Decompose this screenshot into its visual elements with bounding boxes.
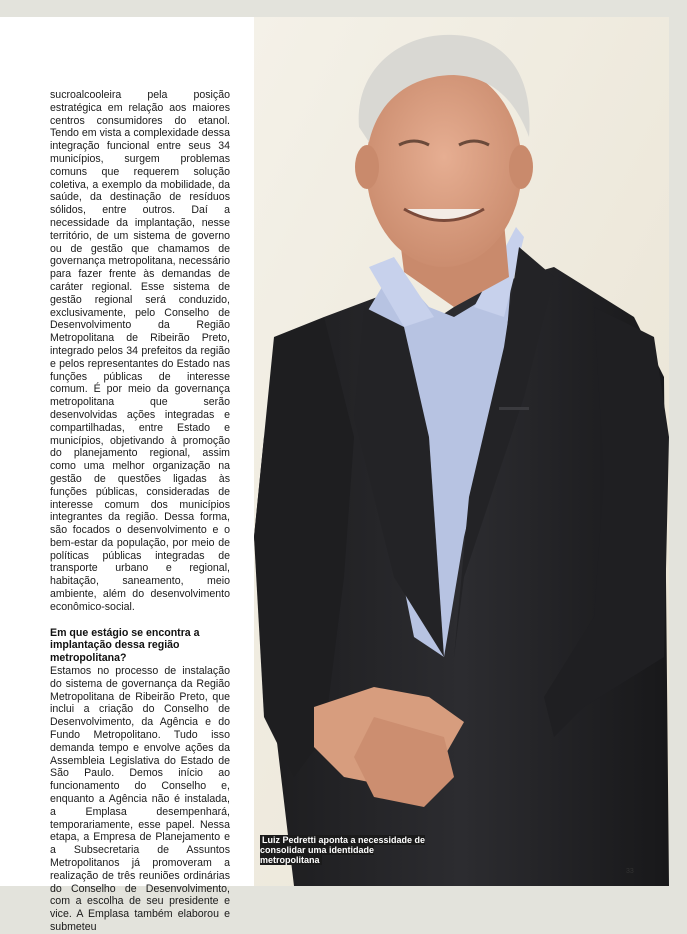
page-number: 33 (626, 868, 634, 875)
article-text-column (50, 89, 230, 934)
photo-caption (260, 835, 430, 865)
photo-caption-text: Luiz Pedretti aponta a necessidade de consolidar uma identidade metropolitana (260, 835, 426, 865)
interview-question: Em que estágio se encontra a implantação dessa região metropolitana? (50, 626, 200, 665)
article-body-paragraph: sucroalcooleira pela posição estratégica em relação aos maiores centros consumidores do etanol. Tendo em vista a complexidade dessa integração funcional entre seus 34 municípios, surgem problemas comuns que requerem solução coletiva, a exemplo da mobilidade, da saúde, da destinação de resíduos sólidos, entre outros. Daí a necessidade da implantação, nesse território, de um sistema de governo ou de gestão que chamamos de governança metropolitana, necessário para fazer frente às demandas de caráter regional. Esse sistema de gestão regional será conduzido, exclusivamente, pelo Conselho de Desenvolvimento da Região Metropolitana de Ribeirão Preto, integrado pelos 34 prefeitos da região e pelos representantes do Estado nas funções públicas de interesse comum. É por meio da governança metropolitana que serão desenvolvidas ações integradas e compartilhadas, entre Estado e municípios, objetivando à promoção do planejamento regional, assim como uma melhor organização na gestão de questões ligadas às funções públicas, consideradas de interesse comum dos municípios integrantes da região. Dessa forma, são focados o desenvolvimento e o bem-estar da população, por meio de políticas públicas integradas de transporte urbano e regional, habitação, saneamento, meio ambiente, além do desenvolvimento econômico-social. (50, 89, 230, 613)
magazine-page (0, 17, 669, 933)
portrait-photo (254, 17, 669, 886)
interview-answer-paragraph: Estamos no processo de instalação do sistema de governança da Região Metropolitana de Ribeirão Preto, que inclui a criação do Conselho de Desenvolvimento, da Agência e do Fundo Metropolitano. Tudo isso demanda tempo e envolve ações da Assembleia Legislativa do Estado de São Paulo. Demos início ao funcionamento do Conselho e, enquanto a Agência não é instalada, a Emplasa desempenhará, temporariamente, esse papel. Nessa etapa, a Empresa de Planejamento e a Subsecretaria de Assuntos Metropolitanos já promoveram a realização de três reuniões ordinárias do Conselho de Desenvolvimento, com a escolha de seu presidente e vice. A Emplasa também elaborou e submeteu (50, 665, 230, 933)
portrait-illustration (254, 17, 669, 886)
